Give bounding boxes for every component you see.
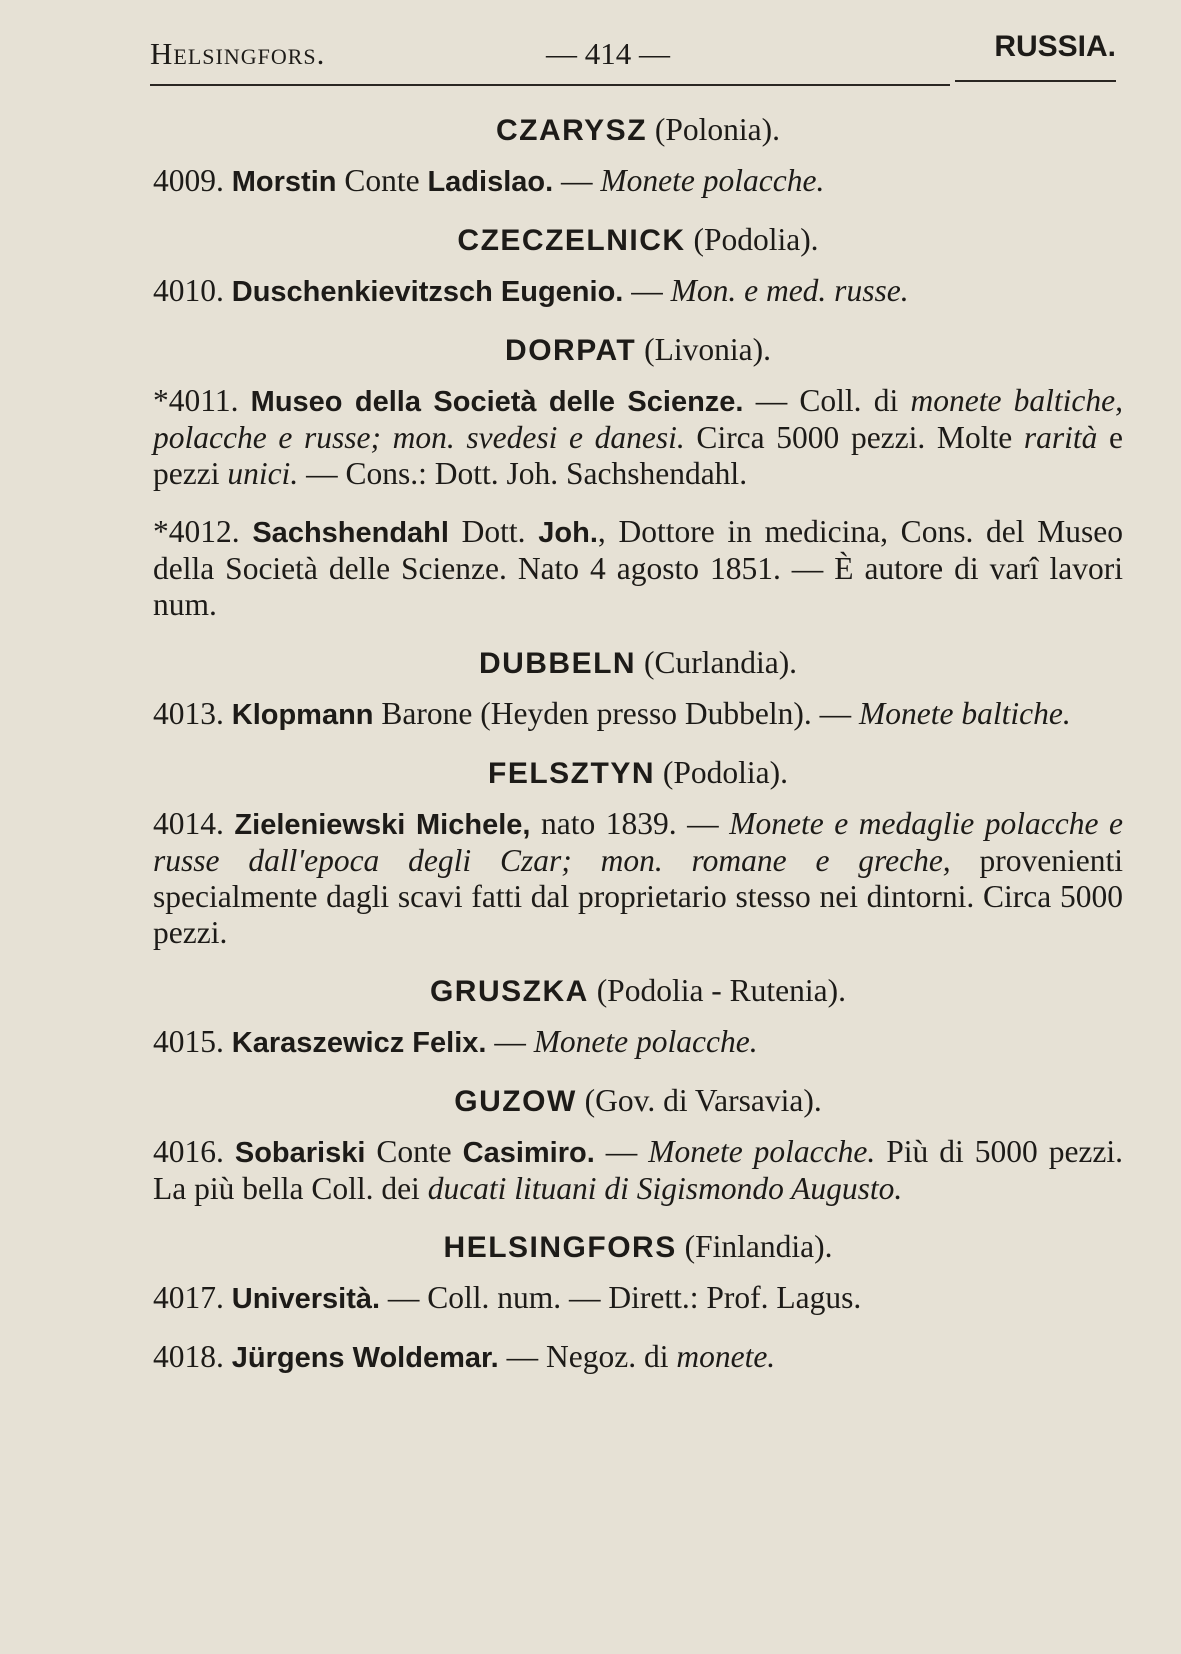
collector-name: Sobariski [234,1137,366,1169]
collector-name: Jürgens Woldemar. [231,1342,499,1374]
entry-text: 4016. [153,1134,235,1169]
entry-text: — [623,273,671,308]
region-name: (Finlandia). [684,1229,833,1264]
collection-description: monete. [676,1339,776,1374]
place-name: FELSZTYN [488,757,655,790]
place-name: HELSINGFORS [443,1231,677,1264]
entry-text: — [486,1024,534,1059]
entry-text: provenienti specialmente dagli scavi fatti dal proprietario stesso nei dintorni. Circa 5000 pezzi. [153,843,1123,950]
collection-description: Mon. e med. russe. [670,273,909,308]
region-name: (Curlandia). [643,645,798,680]
place-name: DORPAT [505,334,637,367]
collector-name: Università. [231,1283,381,1315]
entry-text: Più di 5000 pezzi. La più bella Coll. dei [153,1134,1124,1206]
collector-name: Sachshendahl [252,517,449,549]
section-heading [153,1229,1123,1266]
section-heading [153,645,1123,682]
directory-entry [153,1339,1123,1376]
section-heading [153,1083,1123,1120]
region-name: (Podolia). [662,755,788,790]
collection-description: Monete polacche. [533,1024,758,1059]
entry-text: Conte [336,163,428,198]
region-name: (Podolia). [693,222,819,257]
collection-description: Monete polacche. [600,163,825,198]
entry-text: 4013. [153,696,232,731]
collector-name: Casimiro. [462,1137,595,1169]
entry-text: — Cons.: Dott. Joh. Sachshendahl. [298,456,748,491]
collection-description: rarità [1023,420,1098,455]
directory-entry [153,1280,1123,1317]
collector-name: Duschenkievitzsch Eugenio. [231,276,624,308]
page-number: — 414 — [546,36,670,71]
section-heading [153,755,1123,792]
entry-text: e pezzi [153,420,1123,491]
collector-name: Ladislao. [427,166,554,198]
directory-entry [153,383,1123,492]
collector-name: Karaszewicz Felix. [231,1027,487,1059]
entry-text: nato 1839. — [530,806,730,841]
directory-entry [153,163,1123,200]
region-name: (Livonia). [644,332,771,367]
collection-description: Monete polacche. [648,1134,876,1169]
page-header [150,30,1116,90]
directory-entry [153,696,1123,733]
place-name: CZARYSZ [495,114,648,147]
region-name: (Gov. di Varsavia). [584,1083,822,1118]
entry-text: Conte [365,1134,463,1169]
entry-text: *4012. [153,514,253,549]
directory-entry [153,1024,1123,1061]
section-heading [153,112,1123,149]
directory-entry [153,514,1123,623]
collector-name: Joh. [538,517,598,549]
place-name: GUZOW [454,1085,577,1118]
running-head-country: RUSSIA. [994,30,1116,63]
entry-text: — Coll. num. — Dirett.: Prof. Lagus. [380,1280,862,1315]
entry-text: 4018. [153,1339,232,1374]
entry-text: Dott. [448,514,539,549]
collector-name: Klopmann [231,699,374,731]
entry-text: 4010. [153,273,232,308]
section-heading [153,222,1123,259]
header-rule [150,84,950,86]
entry-text: — [594,1134,649,1169]
collection-description: Monete e medaglie polacche e russe dall'epoca degli Czar; mon. romane e greche, [153,806,1123,878]
entry-text: Barone (Heyden presso Dubbeln). — [373,696,860,731]
region-name: (Polonia). [654,112,781,147]
section-heading [153,332,1123,369]
collection-description: monete baltiche, polacche e russe; mon. svedesi e danesi. [153,383,1123,455]
entry-text: 4014. [153,806,235,841]
entry-text: *4011. [153,383,251,418]
entry-text: 4009. [153,163,232,198]
entry-text: Circa 5000 pezzi. Molte [684,420,1024,455]
directory-entry [153,273,1123,310]
entry-text: — Negoz. di [498,1339,677,1374]
entry-text: — Coll. di [743,383,911,418]
entry-text: 4015. [153,1024,232,1059]
header-rule-right [955,80,1116,82]
collection-description: unici. [227,456,299,491]
collector-name: Morstin [231,166,337,198]
collection-description: Monete baltiche. [859,696,1071,731]
directory-listing [153,112,1123,1398]
directory-entry [153,806,1123,951]
section-heading [153,973,1123,1010]
place-name: CZECZELNICK [457,224,686,257]
collection-description: ducati lituani di Sigismondo Augusto. [427,1171,903,1206]
entry-text: , Dottore in medicina, Cons. del Museo della Società delle Scienze. Nato 4 agosto 1851. — È autore di varî lavori num. [153,514,1123,622]
running-head-city: Helsingfors. [150,36,326,71]
collector-name: Museo della Società delle Scienze. [250,386,744,418]
collector-name: Zieleniewski Michele, [234,809,531,841]
region-name: (Podolia - Rutenia). [596,973,847,1008]
entry-text: 4017. [153,1280,232,1315]
place-name: GRUSZKA [429,975,589,1008]
place-name: DUBBELN [478,647,637,680]
directory-entry [153,1134,1123,1207]
entry-text: — [553,163,601,198]
